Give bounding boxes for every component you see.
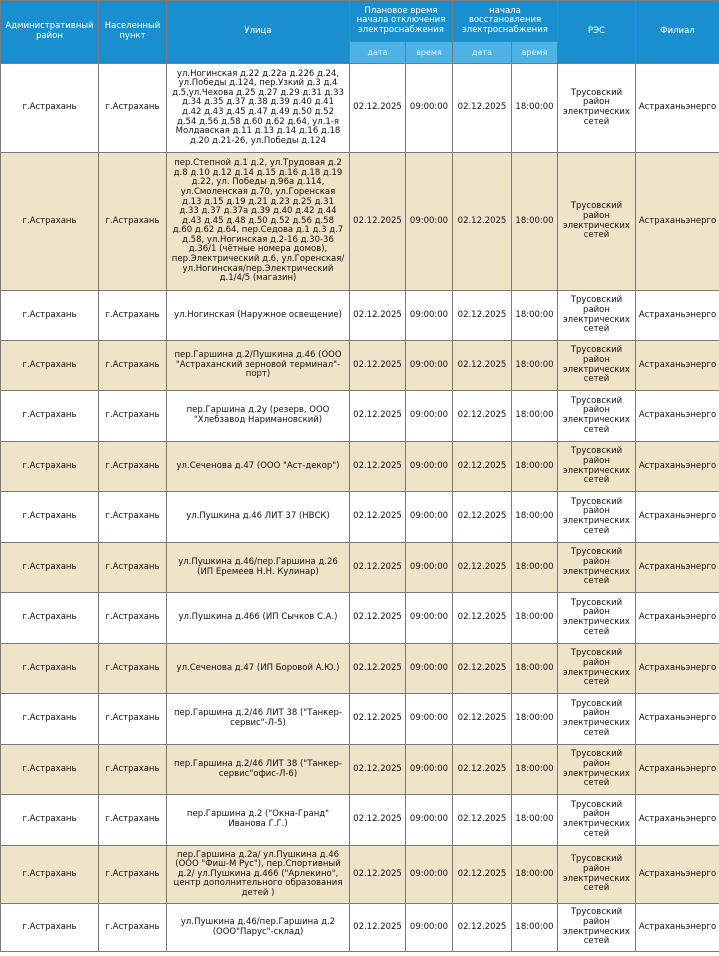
table-body [1,64,719,952]
cell-street: ул.Пушкина д.46/пер.Гаршина д.26 (ИП Еремеев Н.Н. Кулинар) [167,543,350,593]
subheader-off-date: дата [350,42,406,64]
cell-res: Трусовский район электрических сетей [558,644,636,694]
cell-off-date: 02.12.2025 [350,593,406,644]
table-row [1,391,719,442]
cell-on-time: 18:00:00 [512,543,558,593]
cell-on-date: 02.12.2025 [453,543,512,593]
cell-locality: г.Астрахань [99,795,167,846]
cell-district: г.Астрахань [1,745,99,795]
cell-off-time: 09:00:00 [406,291,453,341]
cell-off-time: 09:00:00 [406,644,453,694]
subheader-on-time: время [512,42,558,64]
cell-locality: г.Астрахань [99,64,167,153]
header-branch: Филиал [636,1,719,64]
cell-branch: Астраханьэнерго [636,846,719,904]
cell-district: г.Астрахань [1,904,99,952]
table-row [1,694,719,745]
cell-branch: Астраханьэнерго [636,442,719,492]
cell-on-date: 02.12.2025 [453,593,512,644]
cell-locality: г.Астрахань [99,543,167,593]
cell-off-date: 02.12.2025 [350,846,406,904]
cell-on-date: 02.12.2025 [453,64,512,153]
cell-off-time: 09:00:00 [406,846,453,904]
cell-branch: Астраханьэнерго [636,391,719,442]
cell-locality: г.Астрахань [99,492,167,543]
cell-district: г.Астрахань [1,846,99,904]
cell-street: ул.Сеченова д.47 (ИП Боровой А.Ю.) [167,644,350,694]
cell-on-date: 02.12.2025 [453,745,512,795]
cell-off-date: 02.12.2025 [350,745,406,795]
cell-street: ул.Ногинская д.22 д.22а д.226 д.24, ул.Победы д.124, пер.Узкий д.3 д.4 д.5,ул.Чехова д.25 д.27 д.29 д.31 д.33 д.34 д.35 д.37 д.38 д.39 д.40 д.41 д.42 д.43 д.45 д.47 д.49 д.50 д.52 д.54 д.56 д.58 д.60 д.62 д.64, ул.1-я Молдавская д.11 д.13 д.14 д.16 д.18 д.20 д.21-26, ул.Победы д.124 [167,64,350,153]
cell-branch: Астраханьэнерго [636,644,719,694]
header-row [1,1,719,42]
cell-branch: Астраханьэнерго [636,64,719,153]
cell-branch: Астраханьэнерго [636,694,719,745]
cell-on-date: 02.12.2025 [453,904,512,952]
cell-on-date: 02.12.2025 [453,153,512,291]
cell-branch: Астраханьэнерго [636,341,719,391]
header-planned-off: Плановое время начала отключения электроснабжения [350,1,453,42]
table-row [1,593,719,644]
cell-off-date: 02.12.2025 [350,341,406,391]
cell-off-time: 09:00:00 [406,694,453,745]
cell-off-time: 09:00:00 [406,442,453,492]
cell-off-date: 02.12.2025 [350,644,406,694]
cell-branch: Астраханьэнерго [636,492,719,543]
cell-res: Трусовский район электрических сетей [558,543,636,593]
cell-street: пер.Гаршина д.2/Пушкина д.46 (ООО "Астраханский зерновой терминал"-порт) [167,341,350,391]
cell-res: Трусовский район электрических сетей [558,391,636,442]
cell-on-date: 02.12.2025 [453,694,512,745]
cell-off-date: 02.12.2025 [350,391,406,442]
table-row [1,644,719,694]
cell-on-date: 02.12.2025 [453,492,512,543]
cell-on-time: 18:00:00 [512,492,558,543]
cell-locality: г.Астрахань [99,442,167,492]
cell-off-time: 09:00:00 [406,904,453,952]
cell-district: г.Астрахань [1,391,99,442]
cell-on-time: 18:00:00 [512,153,558,291]
cell-off-time: 09:00:00 [406,391,453,442]
cell-on-date: 02.12.2025 [453,644,512,694]
cell-street: ул.Пушкина д.46/пер.Гаршина д.2 (ООО"Парус"-склад) [167,904,350,952]
cell-locality: г.Астрахань [99,391,167,442]
cell-on-time: 18:00:00 [512,442,558,492]
cell-district: г.Астрахань [1,644,99,694]
cell-off-date: 02.12.2025 [350,64,406,153]
cell-on-time: 18:00:00 [512,291,558,341]
cell-branch: Астраханьэнерго [636,153,719,291]
cell-district: г.Астрахань [1,492,99,543]
cell-on-date: 02.12.2025 [453,291,512,341]
table-row [1,543,719,593]
cell-street: пер.Гаршина д.2а/ ул.Пушкина д.46 (ООО "Фиш-М Рус"), пер.Спортивный д.2/ ул.Пушкина д.466 ("Арлекино", центр дополнительного образования детей ) [167,846,350,904]
cell-street: пер.Гаршина д.2/46 ЛИТ 38 ("Танкер-сервис"офис-Л-6) [167,745,350,795]
cell-off-time: 09:00:00 [406,543,453,593]
cell-locality: г.Астрахань [99,694,167,745]
cell-district: г.Астрахань [1,64,99,153]
cell-off-time: 09:00:00 [406,795,453,846]
cell-district: г.Астрахань [1,543,99,593]
cell-off-time: 09:00:00 [406,593,453,644]
cell-locality: г.Астрахань [99,745,167,795]
cell-locality: г.Астрахань [99,846,167,904]
table-row [1,442,719,492]
cell-on-date: 02.12.2025 [453,846,512,904]
cell-locality: г.Астрахань [99,593,167,644]
cell-locality: г.Астрахань [99,341,167,391]
cell-branch: Астраханьэнерго [636,795,719,846]
cell-off-date: 02.12.2025 [350,795,406,846]
cell-res: Трусовский район электрических сетей [558,442,636,492]
cell-res: Трусовский район электрических сетей [558,846,636,904]
cell-off-date: 02.12.2025 [350,153,406,291]
cell-street: пер.Гаршина д.2 ("Окна-Гранд" Иванова Г.Г.) [167,795,350,846]
table-row [1,291,719,341]
cell-off-date: 02.12.2025 [350,694,406,745]
header-admin-district: Административный район [1,1,99,64]
cell-branch: Астраханьэнерго [636,745,719,795]
cell-res: Трусовский район электрических сетей [558,593,636,644]
cell-on-time: 18:00:00 [512,391,558,442]
cell-on-time: 18:00:00 [512,904,558,952]
cell-on-time: 18:00:00 [512,644,558,694]
cell-off-time: 09:00:00 [406,341,453,391]
cell-locality: г.Астрахань [99,904,167,952]
cell-off-date: 02.12.2025 [350,442,406,492]
cell-on-time: 18:00:00 [512,341,558,391]
cell-res: Трусовский район электрических сетей [558,341,636,391]
cell-res: Трусовский район электрических сетей [558,291,636,341]
subheader-off-time: время [406,42,453,64]
cell-street: пер.Гаршина д.2/46 ЛИТ 38 ("Танкер-сервис"-Л-5) [167,694,350,745]
cell-on-date: 02.12.2025 [453,391,512,442]
cell-off-time: 09:00:00 [406,153,453,291]
header-res: РЭС [558,1,636,64]
cell-locality: г.Астрахань [99,644,167,694]
cell-branch: Астраханьэнерго [636,593,719,644]
cell-off-time: 09:00:00 [406,64,453,153]
cell-on-time: 18:00:00 [512,593,558,644]
cell-res: Трусовский район электрических сетей [558,492,636,543]
cell-street: ул.Пушкина д.466 (ИП Сычков С.А.) [167,593,350,644]
cell-on-date: 02.12.2025 [453,442,512,492]
table-row [1,904,719,952]
cell-off-date: 02.12.2025 [350,543,406,593]
cell-res: Трусовский район электрических сетей [558,795,636,846]
cell-locality: г.Астрахань [99,291,167,341]
header-planned-restore: начала восстановления электроснабжения [453,1,558,42]
cell-district: г.Астрахань [1,593,99,644]
table-row [1,846,719,904]
table-row [1,795,719,846]
cell-branch: Астраханьэнерго [636,904,719,952]
cell-street: пер.Гаршина д.2у (резерв, ООО "Хлебзавод Наримановский) [167,391,350,442]
cell-branch: Астраханьэнерго [636,291,719,341]
cell-district: г.Астрахань [1,291,99,341]
cell-res: Трусовский район электрических сетей [558,153,636,291]
cell-off-date: 02.12.2025 [350,904,406,952]
header-street: Улица [167,1,350,64]
cell-on-time: 18:00:00 [512,694,558,745]
table-row [1,745,719,795]
cell-off-date: 02.12.2025 [350,492,406,543]
cell-res: Трусовский район электрических сетей [558,904,636,952]
cell-street: ул.Пушкина д.46 ЛИТ 37 (НВСК) [167,492,350,543]
cell-street: пер.Степной д.1 д.2, ул.Трудовая д.2 д.8 д.10 д.12 д.14 д.15 д.16 д.18 д.19 д.22, ул. Победы д.96а д.114, ул.Смоленская д.70, ул.Горенская д.13 д.15 д.19 д.21 д.23 д.25 д.31 д.33 д.37 д.37а д.39 д.40 д.42 д.44 д.43 д.45 д.48 д.50 д.52 д.56 д.58 д.60 д.62 д.64, пер.Седова д.1 д.3 д.7 д.58, ул.Ногинская д.2-16 д.30-36 д.36/1 (чётные номера домов), пер.Электрический д.6, ул.Горенская/ ул.Ногинская/пер.Электрический д.1/4/5 (магазин) [167,153,350,291]
cell-on-date: 02.12.2025 [453,795,512,846]
cell-on-date: 02.12.2025 [453,341,512,391]
cell-res: Трусовский район электрических сетей [558,694,636,745]
cell-district: г.Астрахань [1,341,99,391]
cell-street: ул.Ногинская (Наружное освещение) [167,291,350,341]
cell-district: г.Астрахань [1,153,99,291]
cell-off-date: 02.12.2025 [350,291,406,341]
subheader-on-date: дата [453,42,512,64]
cell-district: г.Астрахань [1,795,99,846]
cell-off-time: 09:00:00 [406,492,453,543]
cell-on-time: 18:00:00 [512,745,558,795]
table-row [1,64,719,153]
cell-district: г.Астрахань [1,442,99,492]
cell-res: Трусовский район электрических сетей [558,745,636,795]
cell-off-time: 09:00:00 [406,745,453,795]
cell-street: ул.Сеченова д.47 (ООО "Аст-декор") [167,442,350,492]
cell-locality: г.Астрахань [99,153,167,291]
cell-res: Трусовский район электрических сетей [558,64,636,153]
table-row [1,153,719,291]
table-row [1,492,719,543]
cell-on-time: 18:00:00 [512,846,558,904]
cell-district: г.Астрахань [1,694,99,745]
table-row [1,341,719,391]
header-locality: Населенный пункт [99,1,167,64]
cell-branch: Астраханьэнерго [636,543,719,593]
cell-on-time: 18:00:00 [512,795,558,846]
cell-on-time: 18:00:00 [512,64,558,153]
